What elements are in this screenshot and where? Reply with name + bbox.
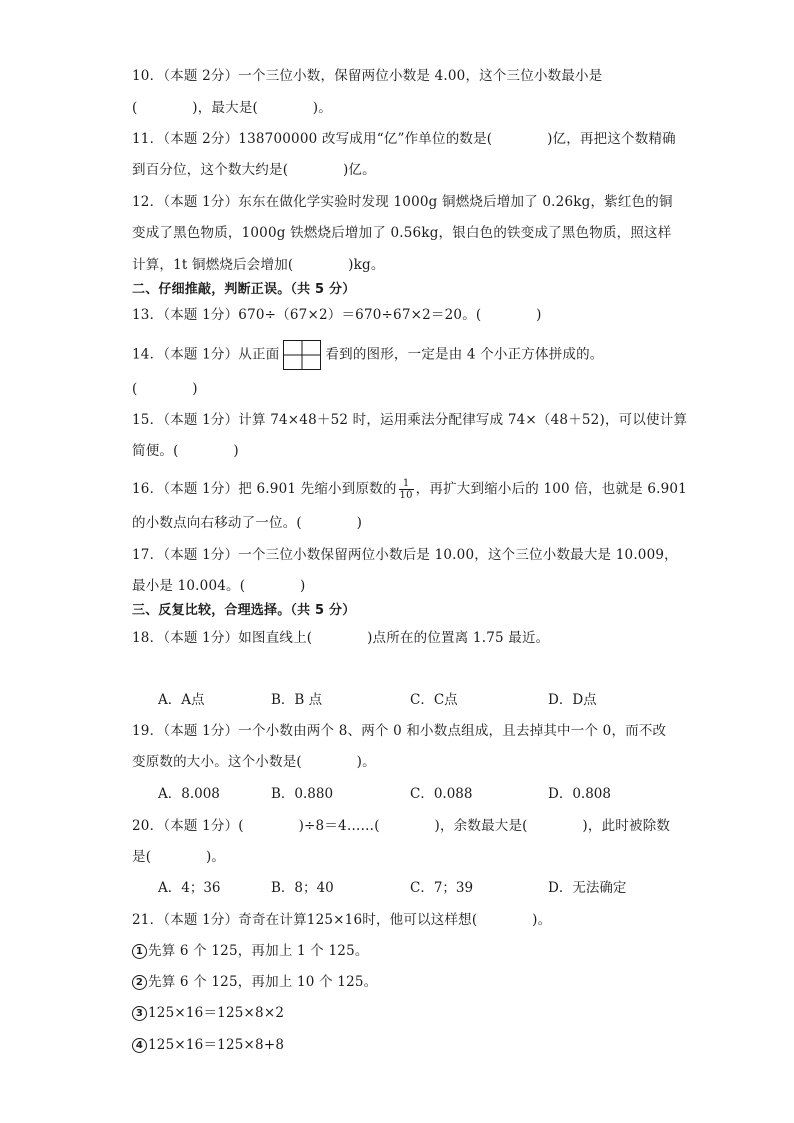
q14-front-view-figure — [283, 340, 321, 370]
q18-option-b[interactable]: B．B 点 — [271, 692, 323, 708]
q12-line1: 12．（本题 1分）东东在做化学实验时发现 1000g 铜燃烧后增加了 0.26kg，紫红色的铜 — [132, 194, 673, 210]
q17-line2: 最小是 10.004。( ) — [132, 578, 306, 594]
q21-item-text: 125×16＝125×8+8 — [148, 1037, 285, 1053]
circled-number-icon: 3 — [132, 1006, 147, 1021]
q21-item-text: 先算 6 个 125，再加上 10 个 125。 — [148, 974, 378, 990]
q14-line1 — [132, 340, 604, 370]
q20-option-d[interactable]: D．无法确定 — [548, 880, 627, 896]
q12-line3: 计算，1t 铜燃烧后会增加( )kg。 — [132, 257, 385, 273]
q14-before: 14．（本题 1分）从正面 — [132, 346, 280, 363]
q18-option-a[interactable]: A．A点 — [158, 692, 205, 708]
section-heading-choice: 三、反复比较，合理选择。（共 5 分） — [132, 603, 356, 618]
q19-line1: 19．（本题 1分）一个小数由两个 8、两个 0 和小数点组成，且去掉其中一个 0，而不改 — [132, 723, 667, 739]
q13-line: 13．（本题 1分）670÷（67×2）＝670÷67×2＝20。( ) — [132, 307, 542, 323]
q21-item-text: 125×16＝125×8×2 — [148, 1005, 285, 1021]
q21-line1: 21．（本题 1分）奇奇在计算125×16时，他可以这样想( )。 — [132, 912, 552, 928]
q20-option-b[interactable]: B．8；40 — [271, 880, 334, 896]
q18-option-d[interactable]: D．D点 — [548, 692, 597, 708]
q14-after: 看到的图形，一定是由 4 个小正方体拼成的。 — [325, 346, 604, 363]
q19-option-d[interactable]: D．0.808 — [548, 786, 611, 802]
q17-line1: 17．（本题 1分）一个三位小数保留两位小数后是 10.00，这个三位小数最大是 10.009， — [132, 547, 678, 563]
section-heading-judgement: 二、仔细推敲，判断正误。（共 5 分） — [132, 282, 356, 297]
q20-option-c[interactable]: C．7；39 — [410, 880, 474, 896]
q14-line2: ( ) — [132, 381, 198, 397]
q16-line1 — [132, 478, 687, 501]
circled-number-icon: 2 — [132, 975, 147, 990]
q21-item-4[interactable] — [132, 1035, 284, 1055]
q16-before: 16．（本题 1分）把 6.901 先缩小到原数的 — [132, 481, 397, 497]
q21-item-3[interactable] — [132, 1003, 284, 1023]
q20-line2: 是( )。 — [132, 849, 226, 865]
q15-line2: 简便。( ) — [132, 443, 239, 459]
q19-option-a[interactable]: A．8.008 — [158, 786, 220, 802]
q11-line1: 11．（本题 2分）138700000 改写成用“亿”作单位的数是( )亿，再把这个数精确 — [132, 131, 676, 147]
q16-after: ，再扩大到缩小后的 100 倍，也就是 6.901 — [415, 481, 687, 497]
q11-line2: 到百分位，这个数大约是( )亿。 — [132, 162, 376, 178]
q21-item-2[interactable] — [132, 972, 377, 992]
fraction-numerator: 1 — [399, 478, 414, 490]
front-view-grid-icon — [283, 340, 321, 370]
q20-option-a[interactable]: A．4；36 — [158, 880, 221, 896]
circled-number-icon: 1 — [132, 944, 147, 959]
q19-option-c[interactable]: C．0.088 — [410, 786, 473, 802]
q10-line1: 10．（本题 2分）一个三位小数，保留两位小数是 4.00，这个三位小数最小是 — [132, 68, 603, 84]
fraction-one-tenth — [399, 478, 414, 501]
q18-option-c[interactable]: C．C点 — [410, 692, 458, 708]
q21-item-1[interactable] — [132, 941, 369, 961]
q15-line1: 15．（本题 1分）计算 74×48＋52 时，运用乘法分配律写成 74×（48＋52)，可以使计算 — [132, 412, 688, 428]
circled-number-icon: 4 — [132, 1038, 147, 1053]
q20-line1: 20．（本题 1分）( )÷8＝4……( )，余数最大是( )，此时被除数 — [132, 818, 671, 834]
fraction-denominator: 10 — [399, 490, 413, 501]
q18-line1: 18．（本题 1分）如图直线上( )点所在的位置离 1.75 最近。 — [132, 630, 550, 646]
q12-line2: 变成了黑色物质，1000g 铁燃烧后增加了 0.56kg，银白色的铁变成了黑色物质，照这样 — [132, 225, 672, 241]
q10-line2: ( )，最大是( )。 — [132, 100, 332, 116]
q19-line2: 变原数的大小。这个小数是( )。 — [132, 754, 376, 770]
q19-option-b[interactable]: B．0.880 — [271, 786, 334, 802]
q21-item-text: 先算 6 个 125，再加上 1 个 125。 — [148, 943, 369, 959]
q16-line2: 的小数点向右移动了一位。( ) — [132, 515, 363, 531]
